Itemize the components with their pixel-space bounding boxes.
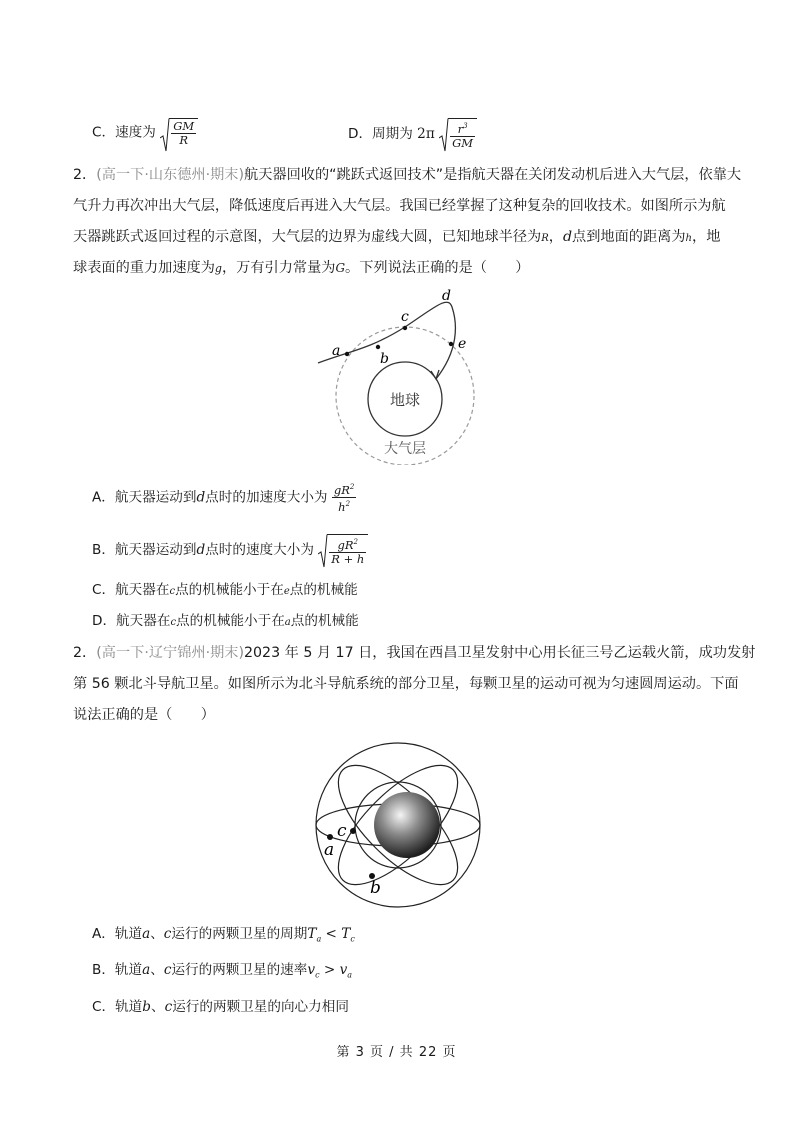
label-c: c [337, 821, 347, 841]
earth-sphere [374, 792, 440, 858]
option-text: 点的机械能小于在 [176, 613, 285, 629]
option-text: 点的机械能 [289, 582, 358, 598]
atmosphere-label: 大气层 [384, 441, 426, 457]
sqrt-expression [318, 534, 368, 566]
stem-text: 点到地面的距离为 [572, 229, 686, 245]
q3-stem-line-1 [73, 643, 756, 663]
q2-option-c [92, 580, 358, 602]
point-c [403, 326, 407, 330]
stem-text: ， [548, 229, 563, 245]
option-text: D．航天器在 [92, 613, 171, 629]
operator: > [319, 962, 340, 978]
label-c: c [401, 309, 409, 325]
fraction-numerator: r [457, 121, 464, 136]
page-footer: 第 3 页 / 共 22 页 [336, 1045, 457, 1060]
fraction-denominator: R + h [331, 551, 365, 566]
option-text: B．航天器运动到 [92, 541, 197, 558]
variable: T [341, 926, 351, 942]
stem-text: ，万有引力常量为 [221, 260, 336, 276]
variable: c [163, 926, 172, 942]
q2-stem-line-3 [73, 227, 723, 249]
q1-option-d [348, 118, 477, 150]
stem-text: 第 56 颗北斗导航卫星。如图所示为北斗导航系统的部分卫星，每颗卫星的运动可视为匀速圆周运动。下面 [73, 676, 739, 692]
q2-option-d [92, 611, 359, 633]
option-text: B．轨道 [92, 962, 143, 978]
subscript: c [315, 970, 320, 980]
option-text: A．航天器运动到 [92, 489, 197, 506]
question-source: (高一下·辽宁锦州·期末) [96, 645, 244, 661]
stem-text: 航天器回收的“跳跃式返回技术”是指航天器在关闭发动机后进入大气层，依靠大 [244, 167, 742, 183]
reentry-diagram [310, 285, 490, 465]
q2-stem-line-1 [73, 165, 742, 185]
label-b: b [370, 878, 381, 898]
subscript: c [350, 934, 355, 944]
stem-text: 2023 年 5 月 17 日，我国在西昌卫星发射中心用长征三号乙运载火箭，成功发射 [244, 645, 756, 661]
label-e: e [458, 336, 467, 352]
q3-stem-line-3 [73, 705, 723, 725]
question-number: 2． [73, 167, 97, 183]
question-source: (高一下·山东德州·期末) [96, 167, 244, 183]
label-b: b [380, 351, 389, 367]
separator: 、 [150, 999, 165, 1015]
q2-option-a [92, 481, 356, 514]
exponent: 2 [345, 499, 351, 508]
variable: a [142, 926, 151, 942]
variable: v [339, 962, 348, 978]
subscript: a [316, 934, 322, 944]
stem-text: 天器跳跃式返回过程的示意图，大气层的边界为虚线大圆，已知地球半径为 [73, 229, 542, 245]
satellite-c [350, 828, 356, 834]
fraction-denominator: GM [452, 135, 474, 150]
variable: c [170, 617, 177, 628]
q1-option-c [92, 118, 198, 147]
fraction-denominator: R [179, 133, 189, 147]
label-a: a [324, 840, 335, 860]
satellite-orbits-diagram [310, 737, 486, 913]
q3-option-b [92, 960, 352, 986]
point-e [449, 342, 453, 346]
variable: v [307, 962, 316, 978]
variable: g [214, 262, 222, 275]
variable: d [562, 229, 573, 245]
variable: T [307, 926, 317, 942]
label-d: d [442, 288, 451, 304]
variable: h [685, 233, 692, 244]
stem-text: 球表面的重力加速度为 [73, 260, 215, 276]
q2-stem-line-2 [73, 196, 726, 216]
q3-stem-line-2 [73, 674, 739, 694]
q3-option-c [92, 997, 349, 1017]
option-text: 点的机械能 [290, 613, 359, 629]
sqrt-expression [160, 118, 198, 147]
fraction-numerator: gR [333, 482, 350, 497]
fraction [332, 481, 357, 514]
sqrt-expression [439, 118, 477, 150]
operator: < [321, 926, 342, 942]
stem-text: 气升力再次冲出大气层，降低速度后再进入大气层。我国已经掌握了这种复杂的回收技术。如图所示为航 [73, 198, 726, 214]
option-text: D．周期为 [348, 125, 413, 142]
q3-option-a [92, 924, 355, 950]
option-text: 运行的两颗卫星的周期 [171, 926, 308, 942]
separator: 、 [150, 962, 164, 978]
option-text: 运行的两颗卫星的向心力相同 [172, 999, 349, 1015]
earth-label: 地球 [389, 391, 421, 409]
variable: c [163, 962, 172, 978]
stem-text: 说法正确的是（ ） [73, 707, 215, 723]
q2-option-b [92, 534, 368, 566]
option-text: C．速度为 [92, 124, 156, 141]
q2-stem-line-4 [73, 258, 723, 279]
fraction-numerator: GM [173, 119, 195, 133]
exponent: 3 [463, 122, 468, 130]
subscript: a [347, 970, 353, 980]
variable: a [284, 617, 291, 628]
option-text: 运行的两颗卫星的速率 [171, 962, 308, 978]
variable: b [142, 999, 151, 1015]
variable: R [541, 233, 549, 244]
variable: c [164, 999, 173, 1015]
variable: G [335, 261, 346, 275]
option-text: 点时的速度大小为 [205, 541, 314, 558]
separator: 、 [150, 926, 164, 942]
fraction-numerator: gR [337, 537, 354, 552]
option-text: C．轨道 [92, 999, 143, 1015]
coefficient: 2π [417, 125, 435, 142]
exponent: 2 [353, 538, 359, 546]
point-b [376, 345, 380, 349]
option-text: A．轨道 [92, 926, 143, 942]
label-a: a [332, 343, 341, 359]
exponent: 2 [349, 483, 355, 491]
option-text: 点的机械能小于在 [175, 582, 284, 598]
question-number: 2． [73, 645, 97, 661]
variable: d [196, 489, 206, 506]
variable: e [283, 586, 290, 597]
fraction-denominator: h [338, 499, 346, 514]
variable: d [196, 541, 206, 558]
variable: a [142, 962, 151, 978]
option-text: C．航天器在 [92, 582, 170, 598]
stem-text: 。下列说法正确的是（ ） [345, 260, 530, 276]
variable: c [169, 586, 176, 597]
stem-text: ，地 [692, 229, 721, 245]
point-a [345, 352, 349, 356]
option-text: 点时的加速度大小为 [205, 489, 328, 506]
